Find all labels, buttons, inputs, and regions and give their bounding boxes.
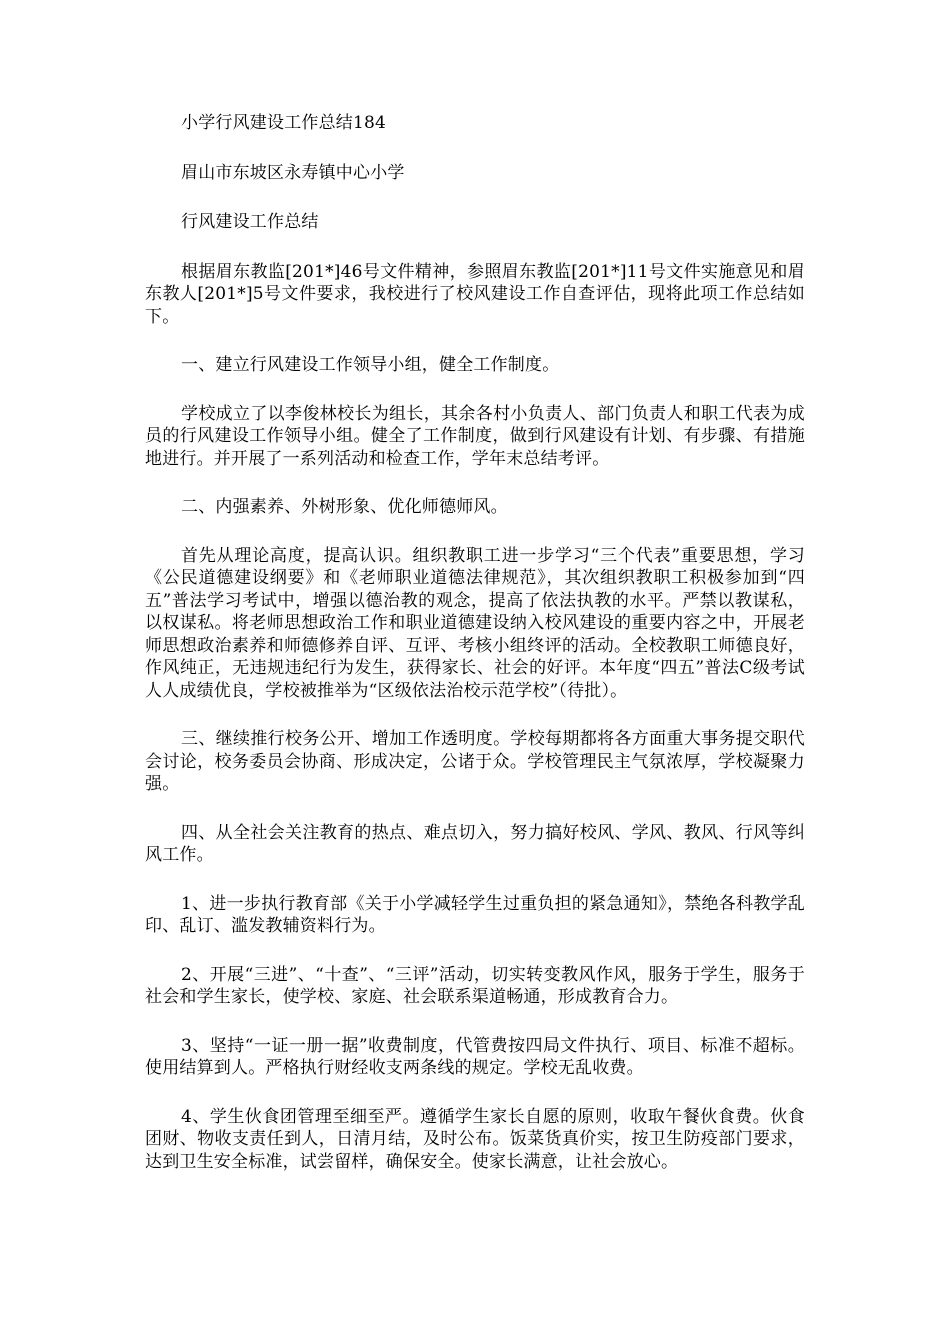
list-item-1: 1、进一步执行教育部《关于小学减轻学生过重负担的紧急通知》，禁绝各科教学乱印、乱订、滥发教辅资料行为。: [145, 893, 805, 936]
section-heading-4: 四、从全社会关注教育的热点、难点切入，努力搞好校风、学风、教风、行风等纠风工作。: [145, 822, 805, 865]
section-heading-1: 一、建立行风建设工作领导小组，健全工作制度。: [181, 355, 560, 375]
paragraph-transparency: 三、继续推行校务公开、增加工作透明度。学校每期都将各方面重大事务提交职代会讨论，校务委员会协商、形成决定，公诸于众。学校管理民主气氛浓厚，学校凝聚力强。: [145, 729, 805, 794]
section-heading-2: 二、内强素养、外树形象、优化师德师风。: [181, 497, 508, 517]
paragraph-ethics: 首先从理论高度，提高认识。组织教职工进一步学习“三个代表”重要思想，学习《公民道德建设纲要》和《老师职业道德法律规范》，其次组织教职工积极参加到“四五”普法学习考试中，增强以德治教的观念，提高了依法执教的水平。严禁以教谋私，以权谋私。将老师思想政治工作和职业道德建设纳入校风建设的重要内容之中，开展老师思想政治素养和师德修养自评、互评、考核小组终评的活动。全校教职工师德良好，作风纯正，无违规违纪行为发生，获得家长、社会的好评。本年度“四五”普法C级考试人人成绩优良，学校被推举为“区级依法治校示范学校”（待批）。: [145, 545, 805, 701]
document-title: 小学行风建设工作总结184: [181, 113, 387, 133]
paragraph-leadership: 学校成立了以李俊林校长为组长，其余各村小负责人、部门负责人和职工代表为成员的行风建设工作领导小组。健全了工作制度，做到行风建设有计划、有步骤、有措施地进行。并开展了一系列活动和检查工作，学年末总结考评。: [145, 403, 805, 469]
list-item-2: 2、开展“三进”、“十查”、“三评”活动，切实转变教风作风，服务于学生，服务于社会和学生家长，使学校、家庭、社会联系渠道畅通，形成教育合力。: [145, 964, 805, 1007]
list-item-4: 4、学生伙食团管理至细至严。遵循学生家长自愿的原则，收取午餐伙食费。伙食团财、物收支责任到人，日清月结，及时公布。饭菜货真价实，按卫生防疫部门要求，达到卫生安全标准，试尝留样，确保安全。使家长满意，让社会放心。: [145, 1106, 805, 1172]
list-item-3: 3、坚持“一证一册一据”收费制度，代管费按四局文件执行、项目、标准不超标。使用结算到人。严格执行财经收支两条线的规定。学校无乱收费。: [145, 1035, 805, 1078]
document-subtitle: 行风建设工作总结: [181, 212, 319, 232]
paragraph-intro: 根据眉东教监[201*]46号文件精神，参照眉东教监[201*]11号文件实施意见和眉东教人[201*]5号文件要求，我校进行了校风建设工作自查评估，现将此项工作总结如下。: [145, 261, 805, 327]
school-name: 眉山市东坡区永寿镇中心小学: [181, 162, 405, 183]
document-body: [145, 112, 805, 1199]
